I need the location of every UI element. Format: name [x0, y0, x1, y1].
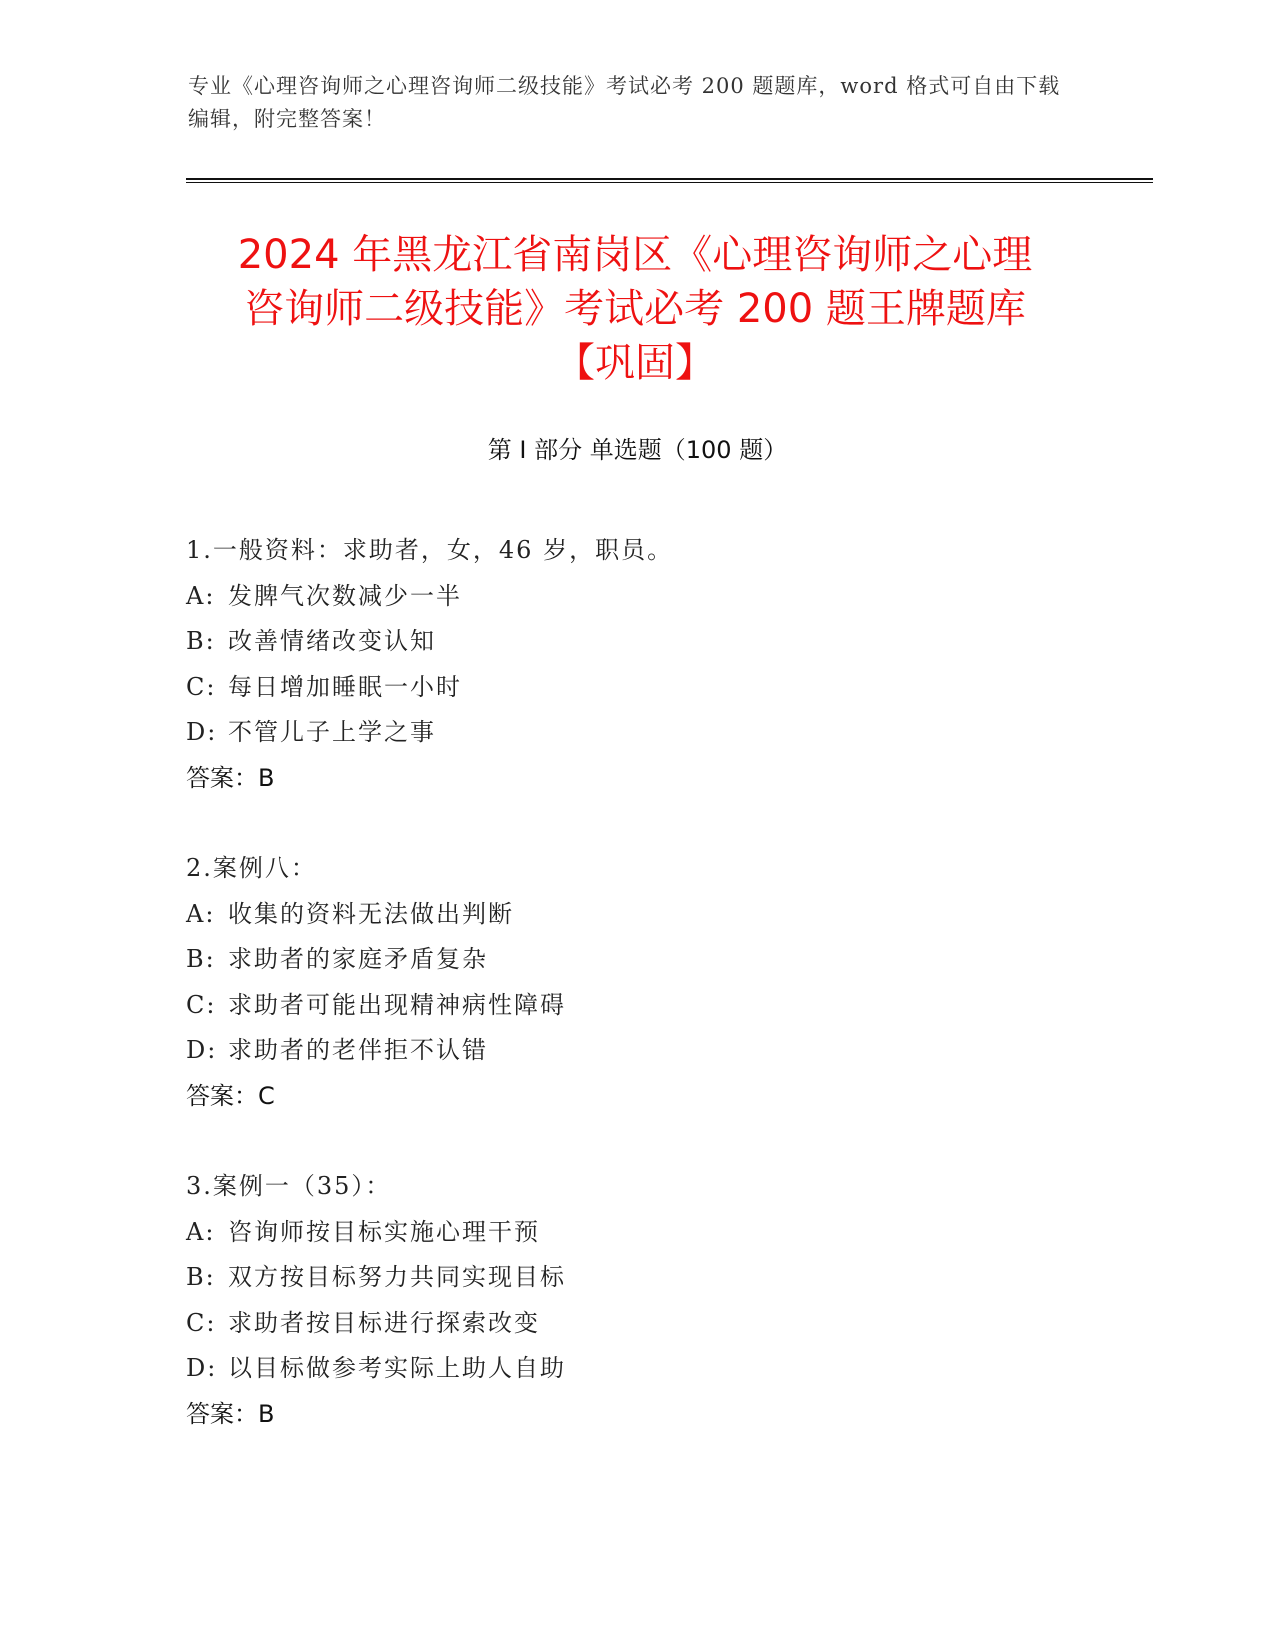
question-option — [186, 1255, 1086, 1301]
option-letter: D: — [186, 1036, 218, 1064]
question-option — [186, 1028, 1086, 1074]
question-answer: 答案：B — [186, 763, 275, 792]
question-option — [186, 1301, 1086, 1347]
option-text: 双方按目标努力共同实现目标 — [228, 1263, 566, 1291]
header-note: 专业《心理咨询师之心理咨询师二级技能》考试必考 200 题题库，word 格式可自由下载编辑，附完整答案！ — [188, 74, 1061, 131]
option-text: 不管儿子上学之事 — [228, 718, 436, 746]
question-option — [186, 892, 1086, 938]
question-item — [186, 528, 1086, 801]
question-item — [186, 846, 1086, 1119]
option-text: 求助者按目标进行探索改变 — [228, 1308, 540, 1337]
option-text: 改善情绪改变认知 — [228, 627, 436, 655]
option-letter: C: — [186, 1308, 217, 1337]
question-option — [186, 983, 1086, 1029]
header-divider-thick — [186, 178, 1153, 180]
question-list — [186, 528, 1086, 1482]
option-letter: C: — [186, 672, 217, 701]
option-text: 求助者的家庭矛盾复杂 — [228, 945, 488, 973]
question-option — [186, 937, 1086, 983]
option-letter: C: — [186, 990, 217, 1019]
option-letter: D: — [186, 1354, 218, 1382]
question-stem: 3.案例一（35）： — [186, 1172, 392, 1200]
option-text: 每日增加睡眠一小时 — [228, 672, 462, 701]
document-title-line: 咨询师二级技能》考试必考 200 题王牌题库 — [244, 286, 1026, 332]
option-text: 咨询师按目标实施心理干预 — [228, 1217, 540, 1246]
question-option — [186, 574, 1086, 620]
question-option — [186, 665, 1086, 711]
option-letter: D: — [186, 718, 218, 746]
document-title-line: 【巩固】 — [555, 340, 715, 386]
question-option — [186, 1346, 1086, 1392]
document-title — [130, 228, 1140, 390]
question-stem: 2.案例八： — [186, 854, 317, 882]
question-answer: 答案：B — [186, 1399, 275, 1428]
document-title-line: 2024 年黑龙江省南岗区《心理咨询师之心理 — [237, 232, 1033, 278]
option-text: 以目标做参考实际上助人自助 — [228, 1354, 566, 1382]
option-text: 发脾气次数减少一半 — [228, 581, 462, 610]
question-option — [186, 710, 1086, 756]
question-answer: 答案：C — [186, 1081, 275, 1110]
option-text: 求助者的老伴拒不认错 — [228, 1036, 488, 1064]
option-letter: A: — [186, 1217, 216, 1246]
option-letter: B: — [186, 1263, 216, 1291]
section-heading: 第 I 部分 单选题（100 题） — [487, 436, 788, 464]
option-letter: A: — [186, 899, 216, 928]
option-letter: A: — [186, 581, 216, 610]
option-text: 收集的资料无法做出判断 — [228, 899, 514, 928]
option-letter: B: — [186, 627, 216, 655]
option-text: 求助者可能出现精神病性障碍 — [228, 990, 566, 1019]
question-option — [186, 619, 1086, 665]
header-divider-thin — [186, 182, 1153, 183]
option-letter: B: — [186, 945, 216, 973]
question-option — [186, 1210, 1086, 1256]
question-item — [186, 1164, 1086, 1437]
question-stem: 1.一般资料：求助者，女，46 岁，职员。 — [186, 536, 674, 564]
